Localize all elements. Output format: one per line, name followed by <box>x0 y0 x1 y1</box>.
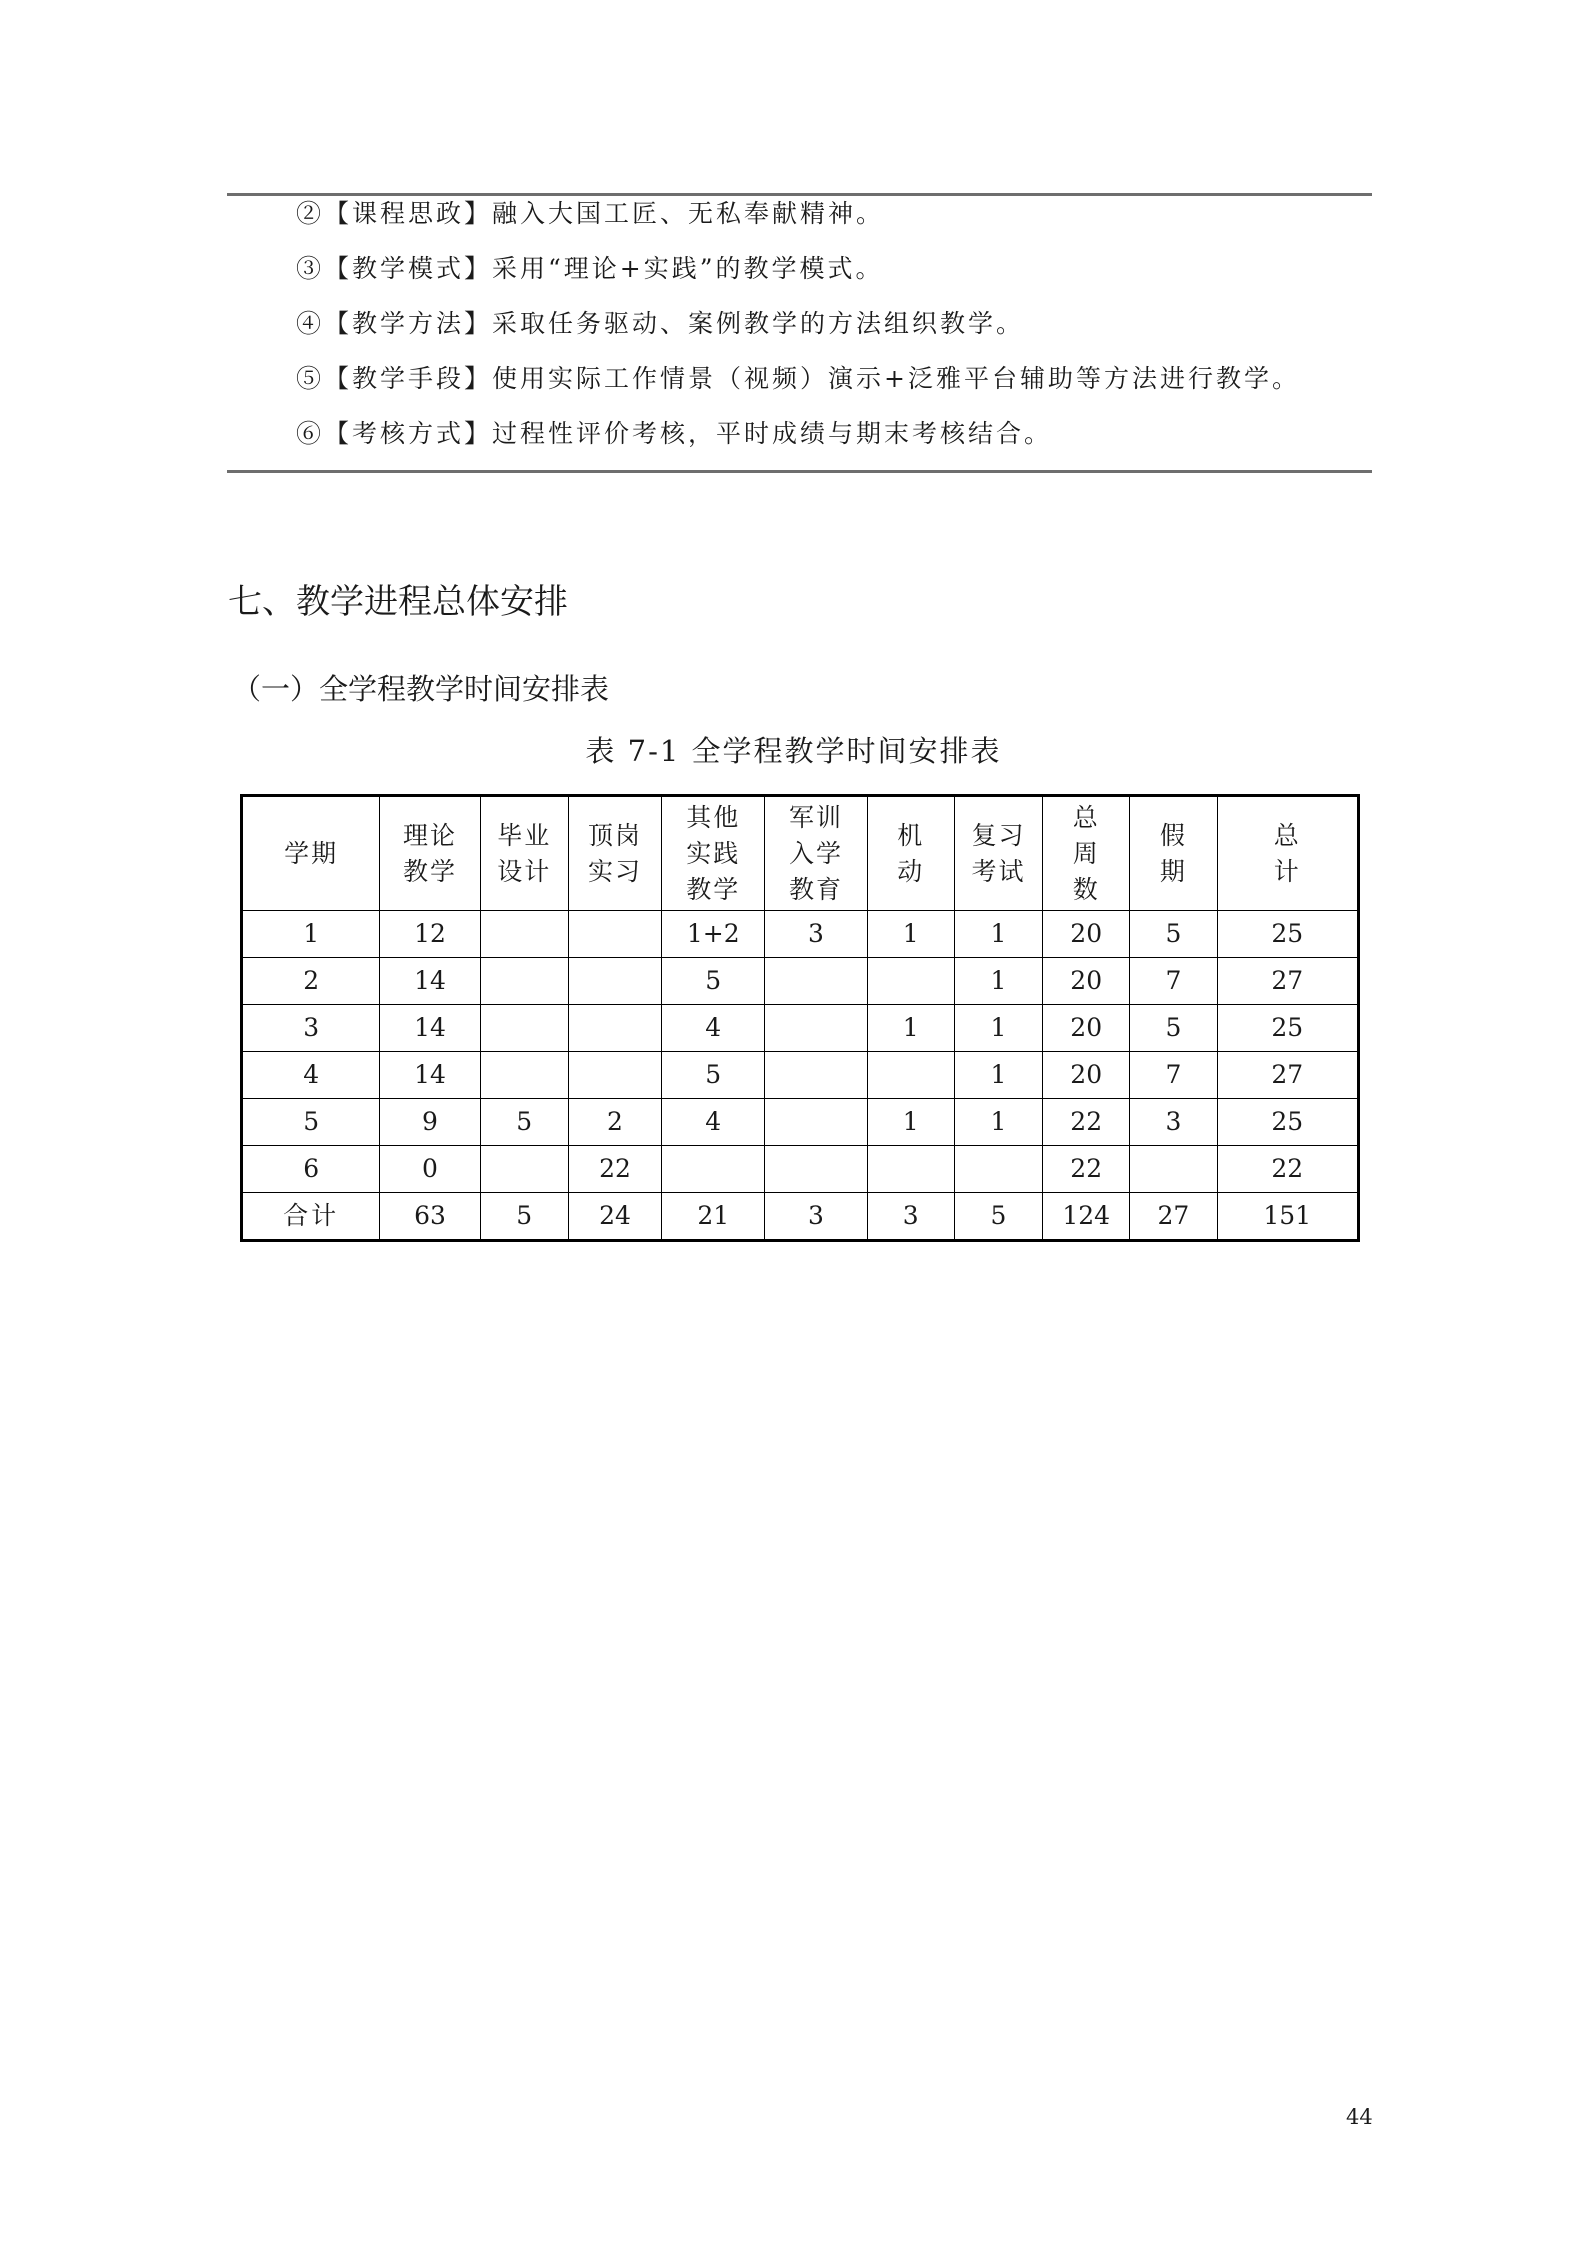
table-cell: 2 <box>242 958 380 1005</box>
section-heading: 七、教学进程总体安排 <box>228 582 568 622</box>
table-cell: 25 <box>1217 1005 1358 1052</box>
header-flexible: 机 动 <box>867 796 954 911</box>
teaching-item-means: ⑤【教学手段】使用实际工作情景（视频）演示+泛雅平台辅助等方法进行教学。 <box>296 364 1300 393</box>
table-cell <box>765 958 867 1005</box>
table-cell: 1 <box>242 911 380 958</box>
header-other-practice: 其他 实践 教学 <box>662 796 765 911</box>
teaching-item-method: ④【教学方法】采取任务驱动、案例教学的方法组织教学。 <box>296 309 1025 338</box>
table-cell <box>765 1099 867 1146</box>
header-semester: 学期 <box>242 796 380 911</box>
table-cell: 4 <box>662 1005 765 1052</box>
header-total-weeks: 总 周 数 <box>1043 796 1130 911</box>
teaching-item-mode: ③【教学模式】采用“理论+实践”的教学模式。 <box>296 254 884 283</box>
table-cell: 22 <box>1043 1146 1130 1193</box>
table-cell <box>765 1052 867 1099</box>
table-cell: 4 <box>662 1099 765 1146</box>
table-cell: 14 <box>380 1005 480 1052</box>
table-row <box>242 1005 1359 1052</box>
table-cell: 3 <box>242 1005 380 1052</box>
table-cell: 1+2 <box>662 911 765 958</box>
table-cell: 25 <box>1217 1099 1358 1146</box>
table-cell: 27 <box>1217 1052 1358 1099</box>
table-cell: 6 <box>242 1146 380 1193</box>
table-cell <box>954 1146 1042 1193</box>
box-top-rule <box>227 193 1372 196</box>
table-caption: 表 7-1 全学程教学时间安排表 <box>585 734 1002 768</box>
table-cell: 1 <box>867 1005 954 1052</box>
table-cell: 1 <box>954 1052 1042 1099</box>
schedule-table <box>240 794 1360 1242</box>
table-cell: 25 <box>1217 911 1358 958</box>
table-cell: 27 <box>1130 1193 1217 1241</box>
table-cell <box>867 958 954 1005</box>
table-cell: 3 <box>765 1193 867 1241</box>
table-row <box>242 911 1359 958</box>
table-cell: 5 <box>242 1099 380 1146</box>
table-cell: 20 <box>1043 958 1130 1005</box>
table-row <box>242 1099 1359 1146</box>
table-cell: 12 <box>380 911 480 958</box>
table-cell <box>568 1005 661 1052</box>
table-cell: 5 <box>480 1193 568 1241</box>
table-cell: 4 <box>242 1052 380 1099</box>
table-cell <box>867 1146 954 1193</box>
table-cell: 21 <box>662 1193 765 1241</box>
table-cell: 7 <box>1130 958 1217 1005</box>
table-cell <box>480 911 568 958</box>
table-cell: 7 <box>1130 1052 1217 1099</box>
table-cell: 5 <box>662 958 765 1005</box>
table-cell <box>867 1052 954 1099</box>
table-cell: 24 <box>568 1193 661 1241</box>
table-cell: 20 <box>1043 911 1130 958</box>
table-cell: 124 <box>1043 1193 1130 1241</box>
table-cell: 3 <box>867 1193 954 1241</box>
table-cell: 1 <box>867 911 954 958</box>
table-cell <box>765 1005 867 1052</box>
table-cell: 22 <box>568 1146 661 1193</box>
table-cell: 5 <box>1130 911 1217 958</box>
table-cell <box>662 1146 765 1193</box>
table-cell <box>568 1052 661 1099</box>
page-number: 44 <box>1346 2105 1373 2129</box>
table-cell <box>765 1146 867 1193</box>
table-cell: 22 <box>1217 1146 1358 1193</box>
table-cell-total-label: 合计 <box>242 1193 380 1241</box>
table-cell: 22 <box>1043 1099 1130 1146</box>
teaching-item-assessment: ⑥【考核方式】过程性评价考核，平时成绩与期末考核结合。 <box>296 419 1053 448</box>
table-cell: 5 <box>480 1099 568 1146</box>
table-cell: 3 <box>1130 1099 1217 1146</box>
table-row <box>242 1146 1359 1193</box>
table-cell: 9 <box>380 1099 480 1146</box>
header-theory: 理论 教学 <box>380 796 480 911</box>
header-internship: 顶岗 实习 <box>568 796 661 911</box>
table-cell <box>480 1052 568 1099</box>
header-review-exam: 复习 考试 <box>954 796 1042 911</box>
table-row <box>242 1052 1359 1099</box>
table-cell: 5 <box>662 1052 765 1099</box>
table-cell: 151 <box>1217 1193 1358 1241</box>
table-cell <box>480 958 568 1005</box>
table-cell <box>568 911 661 958</box>
table-cell: 14 <box>380 958 480 1005</box>
table-header-row <box>242 796 1359 911</box>
box-bottom-rule <box>227 470 1372 473</box>
table-cell: 1 <box>954 1099 1042 1146</box>
table-cell: 5 <box>954 1193 1042 1241</box>
table-total-row <box>242 1193 1359 1241</box>
table-cell <box>1130 1146 1217 1193</box>
header-grand-total: 总 计 <box>1217 796 1358 911</box>
header-holiday: 假 期 <box>1130 796 1217 911</box>
table-cell: 63 <box>380 1193 480 1241</box>
table-cell <box>480 1005 568 1052</box>
header-graduation-design: 毕业 设计 <box>480 796 568 911</box>
subsection-heading: （一）全学程教学时间安排表 <box>232 672 610 706</box>
table-cell: 14 <box>380 1052 480 1099</box>
table-cell <box>480 1146 568 1193</box>
teaching-item-ideology: ②【课程思政】融入大国工匠、无私奉献精神。 <box>296 199 885 228</box>
table-cell: 3 <box>765 911 867 958</box>
table-cell: 1 <box>954 1005 1042 1052</box>
table-cell: 20 <box>1043 1052 1130 1099</box>
table-cell: 2 <box>568 1099 661 1146</box>
table-cell: 1 <box>867 1099 954 1146</box>
table-cell <box>568 958 661 1005</box>
table-row <box>242 958 1359 1005</box>
table-cell: 20 <box>1043 1005 1130 1052</box>
table-cell: 27 <box>1217 958 1358 1005</box>
table-cell: 5 <box>1130 1005 1217 1052</box>
header-military-training: 军训 入学 教育 <box>765 796 867 911</box>
table-cell: 1 <box>954 911 1042 958</box>
table-cell: 1 <box>954 958 1042 1005</box>
table-cell: 0 <box>380 1146 480 1193</box>
